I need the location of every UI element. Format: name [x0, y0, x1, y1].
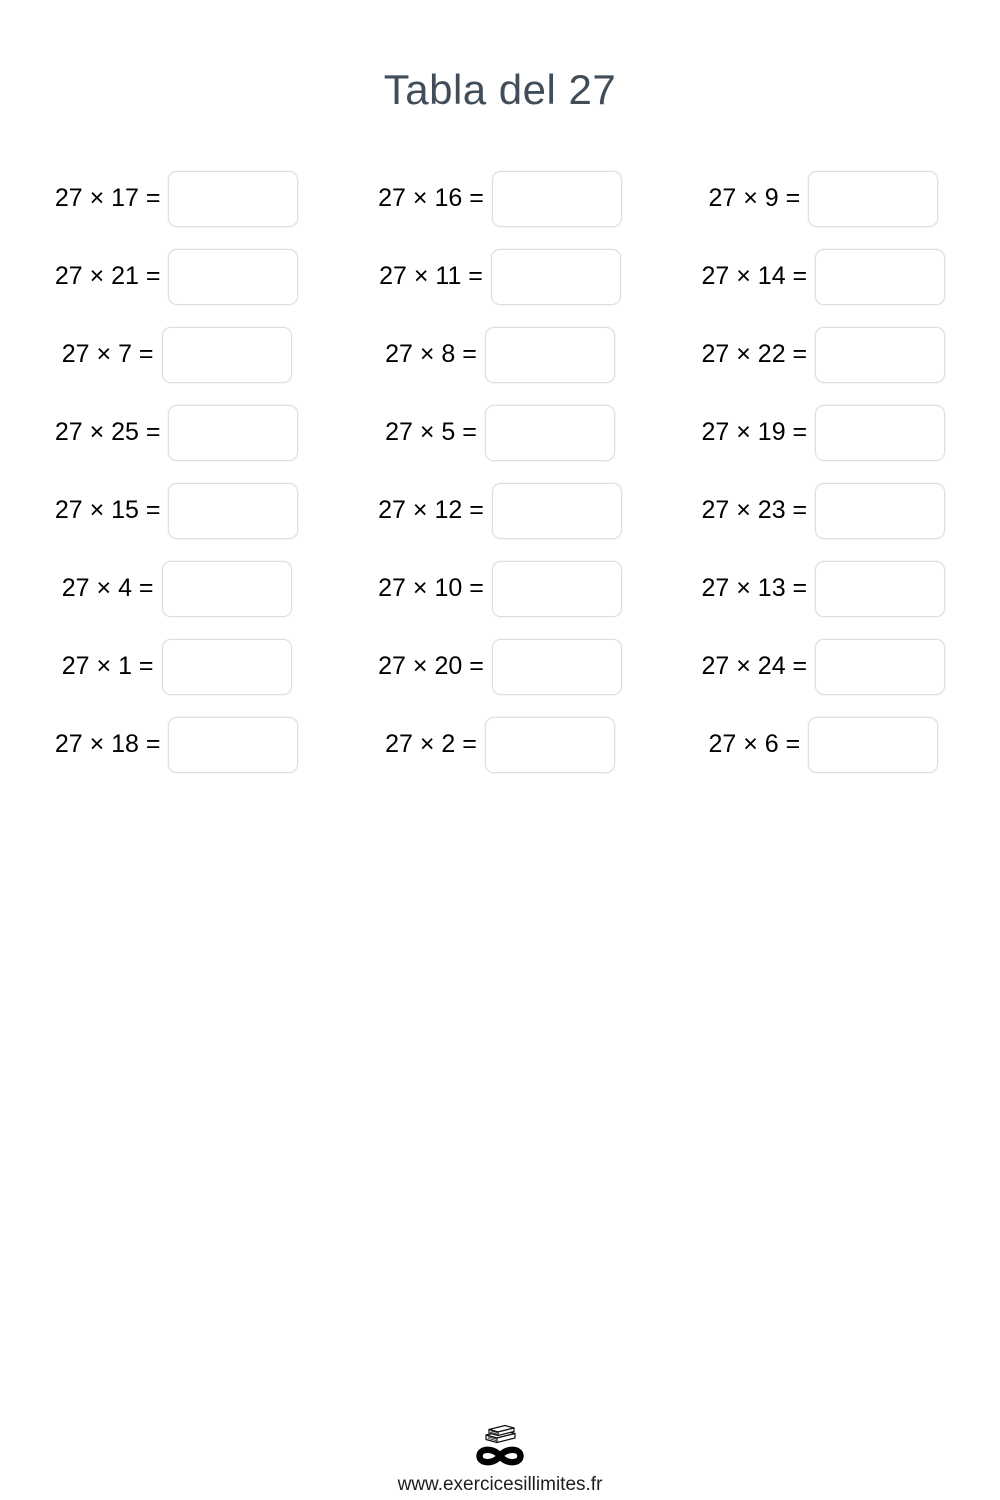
exercise-label: 27 × 12 = [378, 496, 484, 525]
exercise-label: 27 × 24 = [701, 652, 808, 681]
exercise-label: 27 × 17 = [54, 184, 161, 213]
answer-input[interactable] [815, 405, 945, 461]
exercise-label: 27 × 11 = [379, 262, 483, 291]
answer-input[interactable] [168, 483, 298, 539]
answer-input[interactable] [492, 561, 622, 617]
exercise-label: 27 × 25 = [54, 418, 161, 447]
answer-input[interactable] [492, 639, 622, 695]
exercise-cell [662, 560, 985, 617]
exercise-cell [15, 482, 338, 539]
exercise-cell [338, 170, 661, 227]
exercise-cell [338, 482, 661, 539]
books-icon [486, 1426, 515, 1443]
exercise-label: 27 × 16 = [378, 184, 484, 213]
exercise-label: 27 × 10 = [378, 574, 484, 603]
exercise-cell [338, 560, 661, 617]
exercise-cell [15, 326, 338, 383]
answer-input[interactable] [808, 171, 938, 227]
exercise-cell [338, 716, 661, 773]
exercise-cell [15, 170, 338, 227]
infinity-icon [480, 1450, 521, 1462]
exercise-label: 27 × 8 = [385, 340, 477, 369]
exercise-cell [662, 404, 985, 461]
exercise-cell [662, 482, 985, 539]
exercise-label: 27 × 4 = [61, 574, 154, 603]
exercise-cell [15, 248, 338, 305]
exercise-label: 27 × 13 = [701, 574, 808, 603]
answer-input[interactable] [168, 717, 298, 773]
exercise-cell [338, 638, 661, 695]
answer-input[interactable] [808, 717, 938, 773]
answer-input[interactable] [815, 249, 945, 305]
exercise-cell [662, 716, 985, 773]
answer-input[interactable] [491, 249, 621, 305]
exercise-label: 27 × 21 = [54, 262, 161, 291]
infinity-books-logo [469, 1419, 531, 1471]
exercise-cell [662, 326, 985, 383]
answer-input[interactable] [485, 717, 615, 773]
answer-input[interactable] [485, 327, 615, 383]
exercise-cell [338, 326, 661, 383]
exercise-label: 27 × 23 = [701, 496, 808, 525]
page-title: Tabla del 27 [383, 66, 617, 113]
exercise-cell [338, 248, 661, 305]
exercise-cell [662, 638, 985, 695]
answer-input[interactable] [162, 639, 292, 695]
exercise-label: 27 × 19 = [701, 418, 808, 447]
exercise-label: 27 × 22 = [701, 340, 808, 369]
answer-input[interactable] [815, 639, 945, 695]
answer-input[interactable] [168, 249, 298, 305]
exercise-cell [15, 404, 338, 461]
answer-input[interactable] [162, 327, 292, 383]
exercise-label: 27 × 6 = [708, 730, 801, 759]
exercise-label: 27 × 1 = [61, 652, 154, 681]
exercise-label: 27 × 2 = [385, 730, 477, 759]
answer-input[interactable] [168, 171, 298, 227]
exercise-cell [662, 248, 985, 305]
answer-input[interactable] [485, 405, 615, 461]
exercise-label: 27 × 15 = [54, 496, 161, 525]
answer-input[interactable] [492, 171, 622, 227]
exercise-label: 27 × 14 = [701, 262, 808, 291]
exercise-label: 27 × 9 = [708, 184, 801, 213]
exercise-label: 27 × 20 = [378, 652, 484, 681]
answer-input[interactable] [815, 561, 945, 617]
exercise-cell [15, 716, 338, 773]
exercise-label: 27 × 18 = [54, 730, 161, 759]
answer-input[interactable] [492, 483, 622, 539]
exercise-label: 27 × 7 = [61, 340, 154, 369]
footer [0, 1419, 1000, 1500]
answer-input[interactable] [815, 327, 945, 383]
exercise-cell [15, 560, 338, 617]
exercise-cell [338, 404, 661, 461]
exercise-cell [662, 170, 985, 227]
site-url: www.exercicesillimites.fr [397, 1474, 603, 1495]
exercise-label: 27 × 5 = [385, 418, 477, 447]
exercise-grid [15, 170, 985, 773]
answer-input[interactable] [168, 405, 298, 461]
answer-input[interactable] [162, 561, 292, 617]
exercise-cell [15, 638, 338, 695]
answer-input[interactable] [815, 483, 945, 539]
